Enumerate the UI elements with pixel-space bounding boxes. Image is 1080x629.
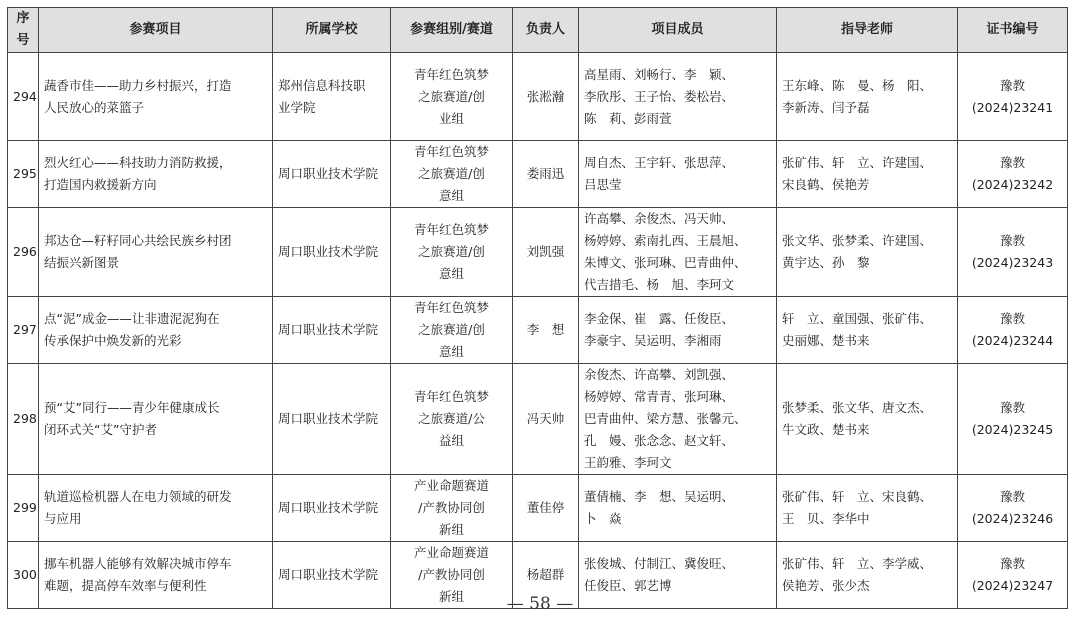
- cell-school-line: 周口职业技术学院: [278, 244, 379, 259]
- cell-school: [273, 53, 391, 141]
- cell-school-line: 周口职业技术学院: [278, 411, 379, 426]
- cell-group-line: 青年红色筑梦: [413, 222, 489, 237]
- cell-group-line: 意组: [438, 188, 464, 203]
- cell-leader: 冯天帅: [513, 364, 579, 475]
- cell-members: [579, 364, 777, 475]
- cell-project: [39, 364, 273, 475]
- header-leader: 负责人: [513, 8, 579, 53]
- cell-group-line: 青年红色筑梦: [413, 144, 489, 159]
- cell-group-line: 业组: [438, 110, 464, 126]
- cell-no: 294: [8, 53, 39, 141]
- cell-no: 300: [8, 542, 39, 609]
- cell-advisors-line: 王东峰、陈 曼、杨 阳、: [782, 77, 933, 93]
- cell-group: [391, 364, 513, 475]
- page-number: — 58 —: [506, 594, 574, 614]
- cell-project: [39, 53, 273, 141]
- cell-no: 295: [8, 141, 39, 208]
- cell-group-line: /产教协同创: [418, 567, 485, 582]
- cell-members-line: 李豪宇、吴运明、李湘雨: [584, 333, 722, 348]
- cell-members-line: 卜 焱: [584, 511, 622, 526]
- header-members: 项目成员: [579, 8, 777, 53]
- cell-cert: 豫教(2024)23243: [958, 208, 1068, 297]
- cell-group: [391, 53, 513, 141]
- cell-advisors: [777, 297, 958, 364]
- cell-school-line: 周口职业技术学院: [278, 166, 379, 181]
- cell-members-line: 李欣彤、王子怡、娄松岩、: [584, 88, 735, 104]
- cell-project-line: 挪车机器人能够有效解决城市停车: [44, 556, 232, 571]
- table-row: [8, 475, 1068, 542]
- cell-leader: 李 想: [513, 297, 579, 364]
- cell-members-line: 周自杰、王宇轩、张思萍、: [584, 155, 735, 170]
- cell-advisors-line: 张矿伟、轩 立、宋良鹤、: [782, 489, 933, 504]
- cell-members-line: 董倩楠、李 想、吴运明、: [584, 489, 735, 504]
- cell-advisors-line: 李新涛、闫予磊: [782, 99, 870, 115]
- cell-school: [273, 141, 391, 208]
- cell-project-line: 邦达仓—籽籽同心共绘民族乡村团: [44, 233, 232, 248]
- cell-group-line: 意组: [438, 266, 464, 281]
- cell-members: [579, 141, 777, 208]
- cell-project-line: 与应用: [44, 511, 82, 526]
- cell-cert: 豫教(2024)23245: [958, 364, 1068, 475]
- cell-school-line: 周口职业技术学院: [278, 322, 379, 337]
- cell-school: [273, 208, 391, 297]
- cell-members-line: 孔 嫚、张念念、赵文轩、: [584, 433, 735, 448]
- cell-members-line: 张俊城、付制江、冀俊旺、: [584, 556, 735, 571]
- cell-leader: 董佳停: [513, 475, 579, 542]
- cell-group-line: 青年红色筑梦: [413, 66, 489, 82]
- cell-project-line: 轨道巡检机器人在电力领域的研发: [44, 489, 232, 504]
- cell-cert: 豫教(2024)23242: [958, 141, 1068, 208]
- cell-leader: 刘凯强: [513, 208, 579, 297]
- cell-advisors: [777, 141, 958, 208]
- cell-cert: 豫教(2024)23247: [958, 542, 1068, 609]
- cell-advisors-line: 牛文政、楚书来: [782, 422, 870, 437]
- cell-members-line: 李金保、崔 露、任俊臣、: [584, 311, 735, 326]
- cell-group-line: 意组: [438, 344, 464, 359]
- cell-members-line: 杨婷婷、索南扎西、王晨旭、: [584, 233, 747, 248]
- cell-members-line: 许高攀、余俊杰、冯天帅、: [584, 211, 735, 226]
- cell-members-line: 杨婷婷、常青青、张珂琳、: [584, 389, 735, 404]
- header-project: 参赛项目: [39, 8, 273, 53]
- cell-project-line: 打造国内救援新方向: [44, 177, 157, 192]
- cell-school-line: 周口职业技术学院: [278, 567, 379, 582]
- cell-group-line: 新组: [438, 589, 464, 604]
- cell-members-line: 任俊臣、郭艺博: [584, 578, 672, 593]
- cell-members-line: 代吉措毛、杨 旭、李珂文: [584, 277, 735, 292]
- cell-group-line: /产教协同创: [418, 500, 485, 515]
- cell-project: [39, 475, 273, 542]
- cell-members: [579, 297, 777, 364]
- cell-project: [39, 141, 273, 208]
- cell-project-line: 结振兴新图景: [44, 255, 120, 270]
- cell-group-line: 产业命题赛道: [413, 478, 489, 493]
- cell-school-line: 周口职业技术学院: [278, 500, 379, 515]
- cell-advisors-line: 侯艳芳、张少杰: [782, 578, 870, 593]
- cell-leader: 杨超群: [513, 542, 579, 609]
- cell-project-line: 烈火红心——科技助力消防救援，: [44, 155, 232, 170]
- cell-advisors-line: 轩 立、童国强、张矿伟、: [782, 311, 933, 326]
- header-advisors: 指导老师: [777, 8, 958, 53]
- cell-group-line: 新组: [438, 522, 464, 537]
- cell-project: [39, 208, 273, 297]
- cell-group-line: 益组: [438, 433, 464, 448]
- table-header-row: [8, 8, 1068, 53]
- cell-no: 299: [8, 475, 39, 542]
- award-table: [7, 7, 1068, 609]
- cell-group-line: 产业命题赛道: [413, 545, 489, 560]
- cell-group-line: 之旅赛道/公: [418, 411, 485, 426]
- cell-advisors: [777, 53, 958, 141]
- cell-leader: 张淞瀚: [513, 53, 579, 141]
- cell-members-line: 高星雨、刘畅行、李 颖、: [584, 66, 735, 82]
- cell-advisors-line: 张矿伟、轩 立、李学威、: [782, 556, 933, 571]
- cell-project-line: 传承保护中焕发新的光彩: [44, 333, 182, 348]
- cell-project-line: 预“艾”同行——青少年健康成长: [44, 400, 220, 415]
- header-group: 参赛组别/赛道: [391, 8, 513, 53]
- header-no: 序号: [8, 8, 39, 53]
- table-row: [8, 297, 1068, 364]
- cell-advisors: [777, 475, 958, 542]
- cell-project-line: 人民放心的菜篮子: [44, 99, 145, 115]
- cell-members-line: 朱博文、张珂琳、巴青曲仲、: [584, 255, 747, 270]
- table-row: [8, 53, 1068, 141]
- cell-no: 296: [8, 208, 39, 297]
- cell-no: 297: [8, 297, 39, 364]
- cell-members-line: 吕思莹: [584, 177, 622, 192]
- table-row: [8, 141, 1068, 208]
- cell-group: [391, 208, 513, 297]
- cell-school-line: 郑州信息科技职: [278, 77, 366, 93]
- cell-group-line: 之旅赛道/创: [418, 244, 485, 259]
- cell-advisors-line: 张梦柔、张文华、唐文杰、: [782, 400, 933, 415]
- cell-cert: 豫教(2024)23244: [958, 297, 1068, 364]
- header-cert: 证书编号: [958, 8, 1068, 53]
- cell-members-line: 余俊杰、许高攀、刘凯强、: [584, 367, 735, 382]
- cell-advisors-line: 黄宇达、孙 黎: [782, 255, 870, 270]
- cell-advisors-line: 史丽娜、楚书来: [782, 333, 870, 348]
- cell-members: [579, 475, 777, 542]
- cell-advisors-line: 王 贝、李华中: [782, 511, 870, 526]
- cell-cert: 豫教(2024)23241: [958, 53, 1068, 141]
- cell-group: [391, 475, 513, 542]
- cell-members-line: 陈 莉、彭雨萱: [584, 110, 672, 126]
- cell-project: [39, 297, 273, 364]
- cell-group-line: 之旅赛道/创: [418, 166, 485, 181]
- cell-school: [273, 475, 391, 542]
- cell-advisors-line: 张文华、张梦柔、许建国、: [782, 233, 933, 248]
- cell-group-line: 青年红色筑梦: [413, 389, 489, 404]
- cell-school-line: 业学院: [278, 99, 316, 115]
- cell-project-line: 闭环式关“艾”守护者: [44, 422, 157, 437]
- cell-group: [391, 297, 513, 364]
- cell-group-line: 青年红色筑梦: [413, 300, 489, 315]
- header-school: 所属学校: [273, 8, 391, 53]
- cell-no: 298: [8, 364, 39, 475]
- cell-leader: 娄雨迅: [513, 141, 579, 208]
- table-row: [8, 364, 1068, 475]
- cell-members: [579, 53, 777, 141]
- cell-members-line: 王韵雅、李珂文: [584, 455, 672, 470]
- cell-school: [273, 297, 391, 364]
- cell-project-line: 难题，提高停车效率与便利性: [44, 578, 207, 593]
- cell-advisors: [777, 364, 958, 475]
- cell-members-line: 巴青曲仲、梁方慧、张馨元、: [584, 411, 747, 426]
- table-row: [8, 208, 1068, 297]
- cell-advisors-line: 宋良鹤、侯艳芳: [782, 177, 870, 192]
- cell-cert: 豫教(2024)23246: [958, 475, 1068, 542]
- cell-members: [579, 208, 777, 297]
- cell-group-line: 之旅赛道/创: [418, 322, 485, 337]
- cell-group: [391, 141, 513, 208]
- cell-group-line: 之旅赛道/创: [418, 88, 485, 104]
- cell-advisors: [777, 208, 958, 297]
- cell-school: [273, 364, 391, 475]
- cell-advisors-line: 张矿伟、轩 立、许建国、: [782, 155, 933, 170]
- cell-project-line: 点“泥”成金——让非遗泥泥狗在: [44, 311, 220, 326]
- cell-project-line: 蔬香市佳——助力乡村振兴，打造: [44, 77, 232, 93]
